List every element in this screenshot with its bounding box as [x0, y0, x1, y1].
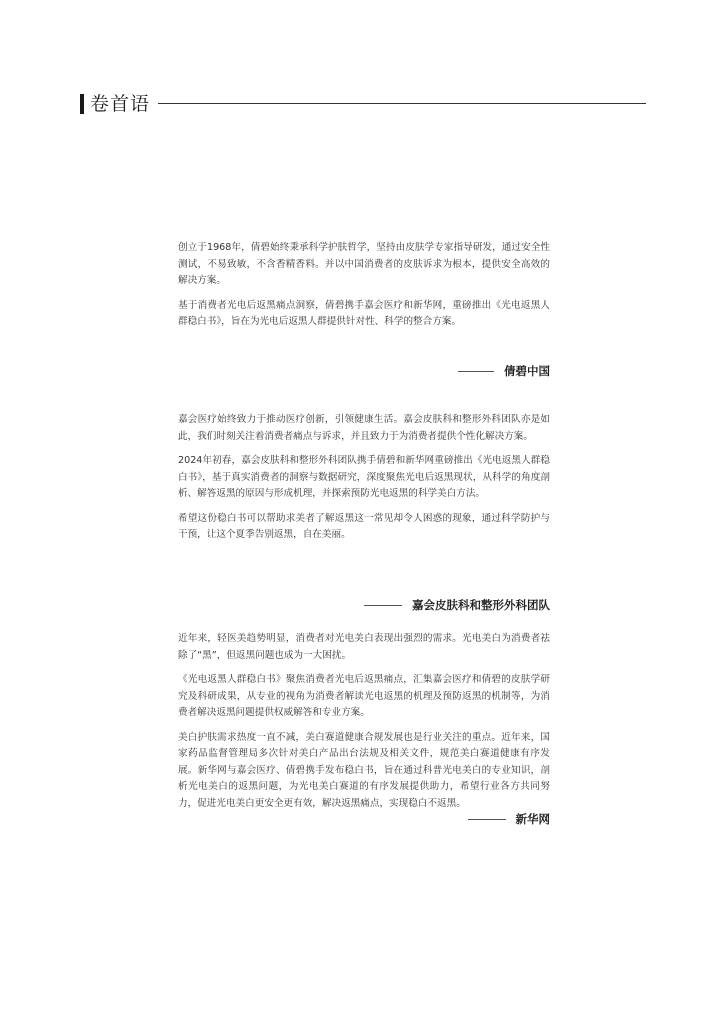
signature-text: 嘉会皮肤科和整形外科团队	[412, 598, 550, 612]
page-header	[80, 90, 646, 120]
section-paragraph: 基于消费者光电后返黑痛点洞察，倩碧携手嘉会医疗和新华网，重磅推出《光电返黑人群稳白书》，旨在为光电后返黑人群提供针对性、科学的整合方案。	[178, 299, 550, 327]
section-paragraph: 近年来，轻医美趋势明显，消费者对光电美白表现出强烈的需求。光电美白为消费者祛除了“黑”，但返黑问题也成为一大困扰。	[178, 633, 550, 661]
section-xinhuanet	[178, 631, 550, 812]
signature-text: 新华网	[515, 812, 550, 826]
signature-dash	[364, 605, 402, 606]
signature-dash	[468, 819, 506, 820]
section-jiahui	[178, 412, 550, 544]
signature-jiahui	[364, 597, 550, 613]
section-clinique	[178, 240, 550, 331]
signature-dash	[458, 371, 494, 372]
section-paragraph: 美白护肤需求热度一直不减，美白赛道健康合规发展也是行业关注的重点。近年来，国家药品监督管理局多次针对美白产品出台法规及相关文件，规范美白赛道健康有序发展。新华网与嘉会医疗、倩碧携手发布稳白书，旨在通过科普光电美白的专业知识，剖析光电美白的返黑问题，为光电美白赛道的有序发展提供助力，希望行业各方共同努力，促进光电美白更安全更有效，解决返黑痛点，实现稳白不返黑。	[178, 731, 550, 809]
header-divider	[158, 103, 646, 104]
section-paragraph: 嘉会医疗始终致力于推动医疗创新，引领健康生活。嘉会皮肤科和整形外科团队亦是如此，我们时刻关注着消费者痛点与诉求，并且致力于为消费者提供个性化解决方案。	[178, 414, 550, 442]
header-accent-bar	[80, 94, 84, 114]
section-paragraph: 希望这份稳白书可以帮助求美者了解返黑这一常见却令人困惑的现象，通过科学防护与干预，让这个夏季告别返黑，自在美丽。	[178, 512, 550, 540]
section-paragraph: 《光电返黑人群稳白书》聚焦消费者光电后返黑痛点，汇集嘉会医疗和倩碧的皮肤学研究及科研成果，从专业的视角为消费者解读光电返黑的机理及预防返黑的机制等，为消费者解决返黑问题提供权威解答和专业方案。	[178, 674, 550, 718]
signature-clinique	[458, 363, 550, 379]
section-paragraph: 创立于1968年，倩碧始终秉承科学护肤哲学，坚持由皮肤学专家指导研发，通过安全性测试，不易致敏，不含香精香料。并以中国消费者的皮肤诉求为根本，提供安全高效的解决方案。	[178, 242, 550, 286]
signature-xinhuanet	[468, 811, 551, 827]
page-title: 卷首语	[90, 93, 151, 115]
signature-text: 倩碧中国	[504, 364, 550, 378]
section-paragraph: 2024年初春，嘉会皮肤科和整形外科团队携手倩碧和新华网重磅推出《光电返黑人群稳白书》，基于真实消费者的洞察与数据研究，深度聚焦光电后返黑现状，从科学的角度剖析、解答返黑的原因与形成机理，并探索预防光电返黑的科学美白方法。	[178, 455, 550, 499]
